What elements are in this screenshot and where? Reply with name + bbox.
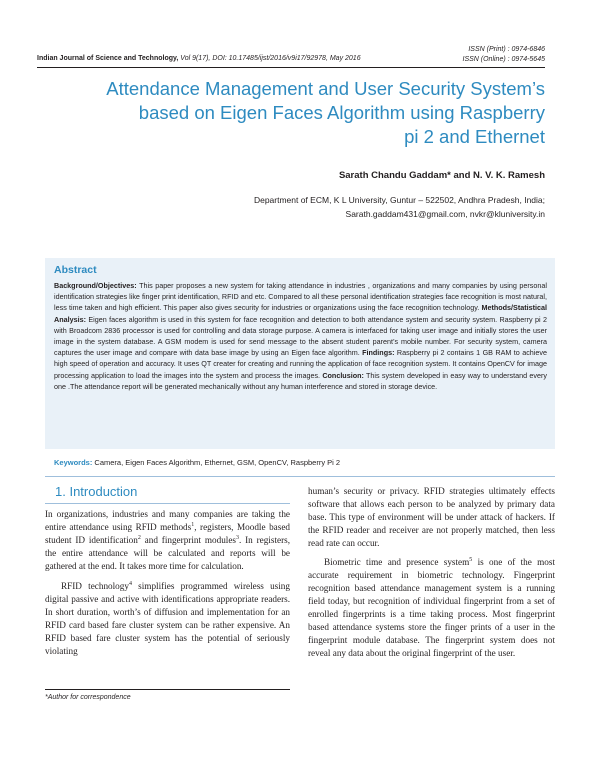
paragraph (45, 580, 290, 658)
abstract-findings: Raspberry pi 2 contains 1 GB RAM to achieve high speed of operation and accuracy. It uses QT creater for creating and running the application of face recognition system. It contains OpenCV for image processing application to load the images into the system and process the images. (54, 348, 547, 380)
citation-ref: 1 (191, 521, 195, 528)
body-column-left (45, 508, 290, 658)
text-run: , registers, Moodle based student ID identification (45, 522, 290, 545)
text-run: . In registers, the entire attendance will be calculated and reports will be gathered at the end. It takes more time for calculation. (45, 535, 291, 571)
abstract-body (54, 280, 547, 392)
abstract-label-conclusion: Conclusion: (322, 370, 364, 380)
text-run: Biometric time and presence system (324, 557, 470, 567)
section-rule (45, 503, 290, 504)
citation-ref: 2 (137, 534, 141, 541)
text-run: and fingerprint modules (140, 535, 236, 545)
text-run: In organizations, industries and many companies are taking the entire attendance using RFID methods (45, 509, 290, 532)
body-column-right (308, 485, 555, 660)
header-rule (37, 67, 545, 68)
abstract-methods: Eigen faces algorithm is used in this system for face recognition and detection to both attendance system and security system. Raspberry pi 2 with Broadcom 2836 processor is used for controlling and data storage purpose. A camera is interfaced for taking user image and initially stores the user image in the system database. A GSM modem is used for send message to the absent student parent’s mobile number. For security system, camera captures the user image and compare with data base image by using an Eigen face algorithm. (54, 314, 547, 358)
title-line-2: based on Eigen Faces Algorithm using Raspberry (138, 102, 545, 123)
title-line-3: pi 2 and Ethernet (404, 126, 545, 147)
section-heading-introduction: 1. Introduction (55, 484, 138, 499)
citation-ref: 5 (469, 556, 473, 563)
text-run: is one of the most accurate requirement in biometric technology. Fingerprint recognition based attendance management system is a running field today, but recognition of individual fingerprint from a set of enrolled fingerprints is a time taking process. Most fingerprint based attendance systems store the finger prints of a user in the fingerprint module database. The fingerprint system does not reveal any data about the original fingerprint of the user. (308, 557, 555, 658)
affiliation-emails: Sarath.gaddam431@gmail.com, nvkr@kluniversity.in (345, 209, 545, 219)
affiliation-line-1: Department of ECM, K L University, Guntur – 522502, Andhra Pradesh, India; (253, 195, 545, 205)
affiliation (254, 193, 545, 221)
abstract-label-findings: Findings: (362, 348, 395, 358)
paper-title (60, 77, 545, 149)
journal-name: Indian Journal of Science and Technology, (37, 55, 179, 62)
keywords (54, 458, 340, 467)
issn-print: ISSN (Print) : 0974-6846 (468, 46, 545, 53)
paragraph (308, 556, 555, 660)
keywords-text: Camera, Eigen Faces Algorithm, Ethernet, GSM, OpenCV, Raspberry Pi 2 (92, 458, 341, 467)
abstract-label-background: Background/Objectives: (54, 281, 137, 290)
citation-ref: 3 (236, 534, 239, 541)
keywords-label: Keywords: (54, 458, 93, 467)
abstract-heading: Abstract (54, 264, 97, 276)
text-run: RFID technology (61, 581, 129, 591)
journal-details: Vol 9(17), DOI: 10.17485/ijst/2016/v9i17/92978, May 2016 (180, 55, 361, 62)
journal-citation (37, 55, 361, 62)
author-list: Sarath Chandu Gaddam* and N. V. K. Ramesh (338, 170, 545, 181)
abstract-label-methods: Methods/Statistical Analysis: (54, 303, 547, 324)
text-run: simplifies programmed wireless using digital passive and active with identifications appropriate readers. In short duration, worth’s of diffusion and implementation for an RFID card based fare cluster system can be rather expensive. An RFID based fare cluster system has the potential of seriously violating (45, 581, 290, 656)
footnote-rule (45, 689, 290, 690)
citation-ref: 4 (128, 580, 132, 587)
keywords-rule (45, 476, 555, 477)
paragraph (45, 508, 290, 573)
issn-online: ISSN (Online) : 0974-5645 (462, 56, 545, 63)
paragraph: human’s security or privacy. RFID strategies ultimately effects software that allows each person to be analyzed by primary data base. This type of environment will be under attack of hackers. If the RFID reader and receiver are not properly matched, then less read rate can occur. (308, 486, 555, 548)
abstract-conclusion: This system developed in easy way to understand every one .The attendance report will be generated mechanically without any human interference and stored in storage device. (54, 370, 547, 391)
footnote: *Author for correspondence (45, 694, 131, 701)
title-line-1: Attendance Management and User Security System’s (106, 78, 545, 99)
abstract-background: This paper proposes a new system for taking attendance in industries , organizations and many companies by using personal identification strategies like finger print identification, RFID and etc. Compared to all these personal identification strategies face recognition is most natural, less time taken and high efficient. This paper also gives security for industries or organizations using the face recognition technology. (54, 281, 547, 313)
